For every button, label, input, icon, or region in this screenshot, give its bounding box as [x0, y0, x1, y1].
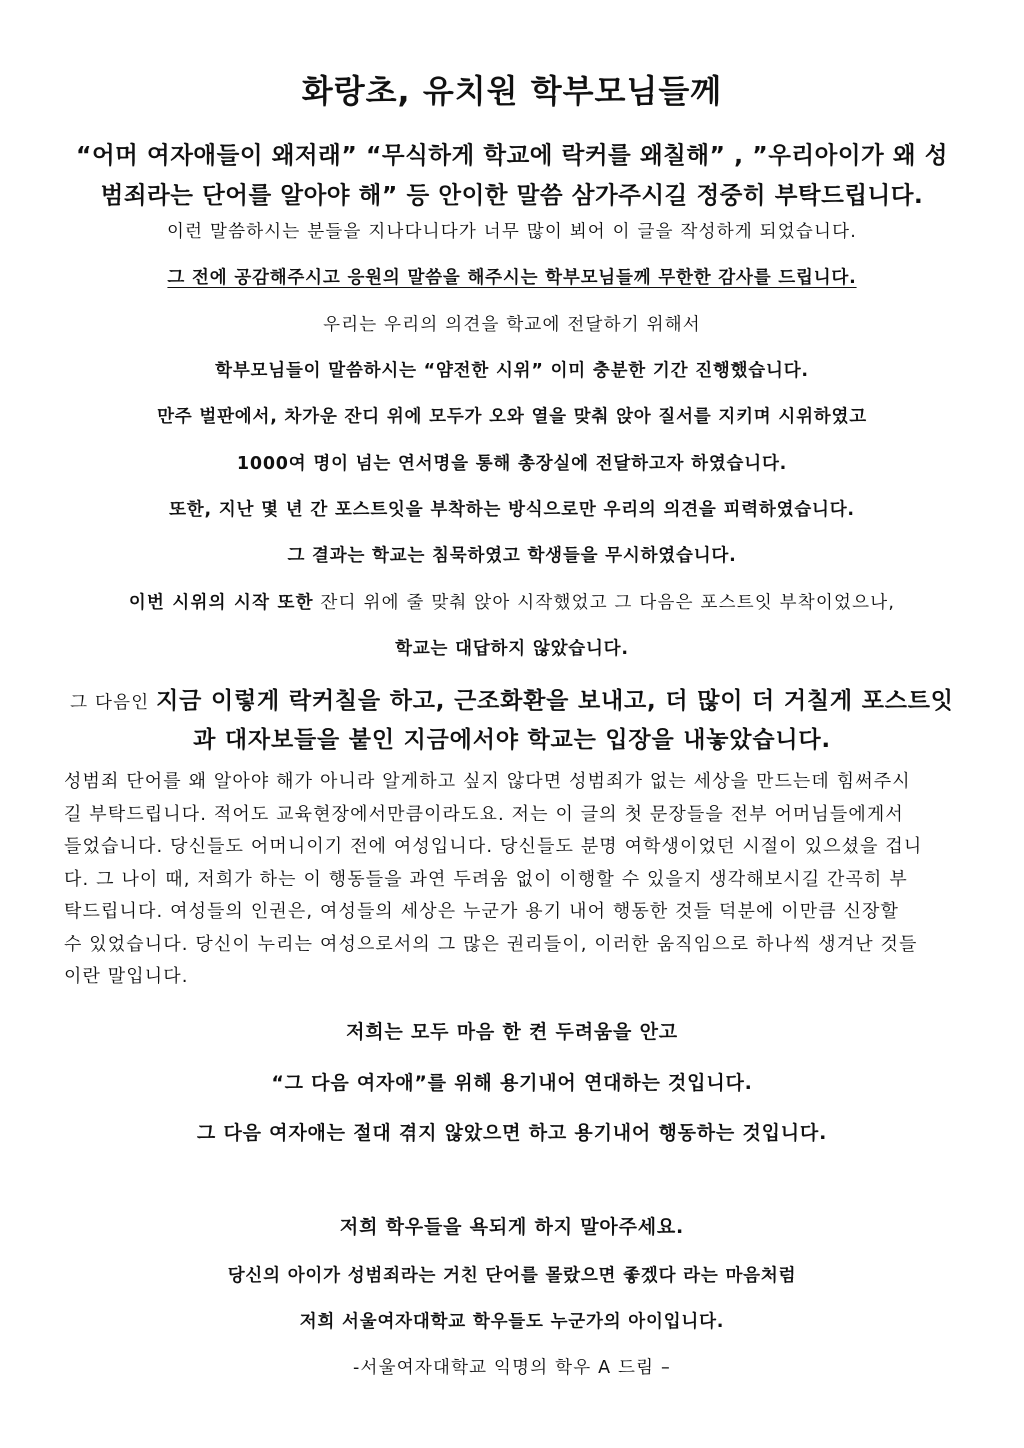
act-line: 그 다음 여자애는 절대 겪지 않았으면 하고 용기내어 행동하는 것입니다.: [196, 1122, 828, 1144]
paragraph-line: 수 있었습니다. 당신이 누리는 여성으로서의 그 많은 권리들이, 이러한 움직임으로 하나씩 생겨난 것들: [64, 933, 918, 955]
protest-line-5: 그 결과는 학교는 침묵하였고 학생들을 무시하였습니다.: [287, 546, 737, 566]
quote-line-2: 범죄라는 단어를 알아야 해” 등 안이한 말씀 삼가주시길 정중히 부탁드립니다.: [100, 181, 924, 209]
paragraph-line: 탁드립니다. 여성들의 인권은, 여성들의 세상은 누군가 용기 내어 행동한 것들 덕분에 이만큼 신장할: [64, 901, 900, 922]
then-line-bold: 지금 이렇게 락커칠을 하고, 근조화환을 보내고, 더 많이 더 거칠게 포스트잇: [156, 688, 954, 714]
paragraph-line: 성범죄 단어를 왜 알아야 해가 아니라 알게하고 싶지 않다면 성범죄가 없는 세상을 만드는데 힘써주시: [64, 771, 911, 792]
quote-line-1: “어머 여자애들이 왜저래” “무식하게 학교에 락커를 왜칠해” , ”우리아이가 왜 성: [76, 141, 948, 169]
protest-line-2: 만주 벌판에서, 차가운 잔디 위에 모두가 오와 열을 맞춰 앉아 질서를 지키며 시위하였고: [157, 407, 867, 427]
start-line-rest: 잔디 위에 줄 맞춰 앉아 시작했었고 그 다음은 포스트잇 부착이었으나,: [313, 593, 896, 613]
start-line: [0, 589, 1024, 614]
then-line-lead: 그 다음인: [70, 693, 157, 713]
purpose-text: 우리는 우리의 의견을 학교에 전달하기 위해서: [323, 315, 701, 335]
paragraph-line: 길 부탁드립니다. 적어도 교육현장에서만큼이라도요. 저는 이 글의 첫 문장들을 전부 어머님들에게서: [64, 803, 904, 825]
paragraph-line: 들었습니다. 당신들도 어머니이기 전에 여성입니다. 당신들도 분명 여학생이었던 시절이 있으셨을 겁니: [64, 836, 923, 857]
then-line-2: 과 대자보들을 붙인 지금에서야 학교는 입장을 내놓았습니다.: [193, 727, 831, 753]
solidarity-line: “그 다음 여자애”를 위해 용기내어 연대하는 것입니다.: [271, 1072, 753, 1094]
paragraph-line: 다. 그 나이 때, 저희가 하는 이 행동들을 과연 두려움 없이 이행할 수 있을지 생각해보시길 간곡히 부: [64, 868, 908, 890]
no-reply-line: 학교는 대답하지 않았습니다.: [395, 639, 629, 659]
plea-line: 저희 학우들을 욕되게 하지 말아주세요.: [339, 1216, 685, 1238]
fear-line: 저희는 모두 마음 한 켠 두려움을 안고: [346, 1021, 678, 1043]
child-line-1: 당신의 아이가 성범죄라는 거친 단어를 몰랐으면 좋겠다 라는 마음처럼: [227, 1266, 797, 1286]
protest-line-3: 1000여 명이 넘는 연서명을 통해 총장실에 전달하고자 하였습니다.: [236, 454, 788, 474]
protest-line-4: 또한, 지난 몇 년 간 포스트잇을 부착하는 방식으로만 우리의 의견을 피력하였습니다.: [169, 500, 855, 520]
body-paragraph: [64, 766, 964, 994]
protest-line-1: 학부모님들이 말씀하시는 “얌전한 시위” 이미 충분한 기간 진행했습니다.: [215, 361, 809, 381]
intro-text: 이런 말씀하시는 분들을 지나다니다가 너무 많이 뵈어 이 글을 작성하게 되었습니다.: [167, 222, 857, 242]
thanks-text: 그 전에 공감해주시고 응원의 말씀을 해주시는 학부모님들께 무한한 감사를 드립니다.: [167, 268, 857, 288]
start-line-bold: 이번 시위의 시작 또한: [128, 593, 314, 613]
signature-line: -서울여자대학교 익명의 학우 A 드림 –: [353, 1358, 671, 1378]
child-line-2: 저희 서울여자대학교 학우들도 누군가의 아이입니다.: [299, 1312, 725, 1332]
letter-title: 화랑초, 유치원 학부모님들께: [301, 72, 723, 110]
then-line-1: [0, 682, 1024, 715]
paragraph-line: 이란 말입니다.: [64, 966, 189, 987]
